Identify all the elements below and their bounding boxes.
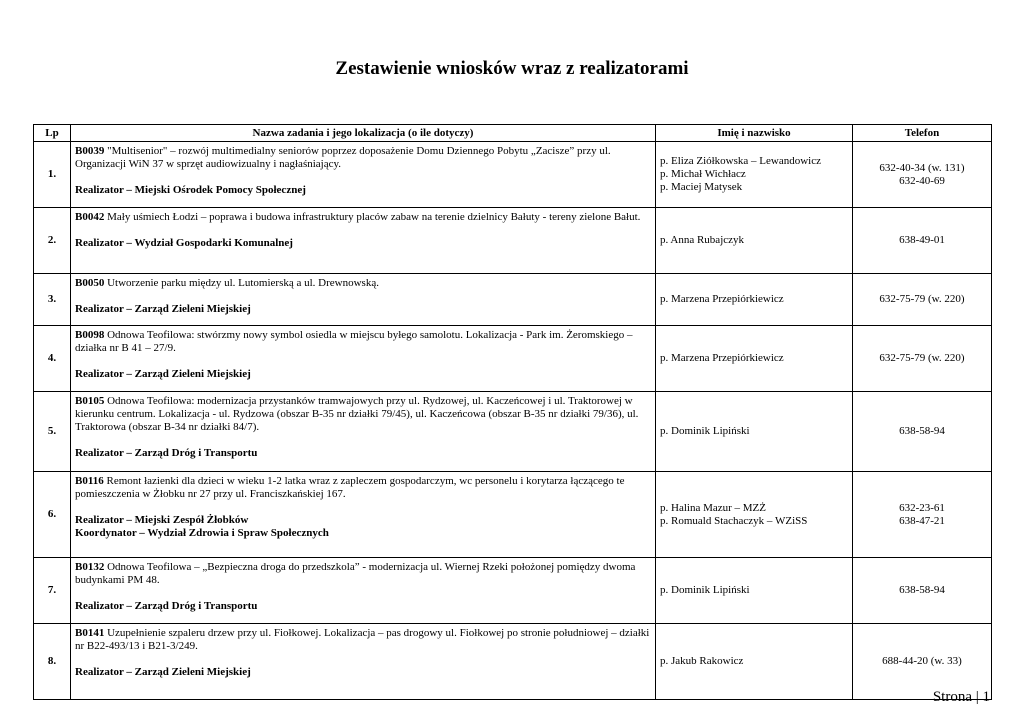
phone-number: 632-23-61 — [899, 501, 945, 514]
row-number: 6. — [34, 472, 71, 558]
realizator: Realizator – Miejski Zespół Żłobków — [75, 514, 249, 526]
task-text: Odnowa Teofilowa – „Bezpieczna droga do przedszkola” - modernizacja ul. Wiernej Rzeki położonej pomiędzy dwoma budynkami PM 48. — [75, 561, 636, 586]
realizator: Realizator – Wydział Gospodarki Komunalnej — [75, 237, 293, 249]
header-task: Nazwa zadania i jego lokalizacja (o ile dotyczy) — [71, 125, 656, 142]
contact-person: p. Anna Rubajczyk — [660, 234, 745, 246]
person-cell — [656, 558, 853, 624]
contact-person: p. Marzena Przepiórkiewicz — [660, 293, 784, 305]
row-number: 8. — [34, 624, 71, 700]
phone-number: 632-75-79 (w. 220) — [879, 352, 965, 364]
task-text: "Multisenior" – rozwój multimedialny seniorów poprzez doposażenie Domu Dziennego Pobytu „Zacisze” przy ul. Organizacji WiN 37 w sprzęt audiowizualny i nagłaśniający. — [75, 145, 611, 170]
phone-cell — [853, 326, 992, 392]
applications-table — [33, 124, 992, 700]
realizator: Realizator – Zarząd Zieleni Miejskiej — [75, 368, 251, 380]
application-code: B0105 — [75, 395, 105, 407]
phone-cell — [853, 558, 992, 624]
task-text: Remont łazienki dla dzieci w wieku 1-2 latka wraz z zapleczem gospodarczym, wc personelu i korytarza łączącego te pomieszczenia w Żłobku nr 27 przy ul. Franciszkańskiej 167. — [75, 475, 625, 500]
application-code: B0141 — [75, 627, 105, 639]
page-footer: Strona | 1 — [932, 689, 990, 705]
phone-cell — [853, 274, 992, 326]
application-code: B0132 — [75, 561, 105, 573]
application-code: B0098 — [75, 329, 105, 341]
task-description — [75, 329, 651, 355]
header-person: Imię i nazwisko — [656, 125, 853, 142]
table-row — [34, 558, 992, 624]
realizator: Realizator – Zarząd Zieleni Miejskiej — [75, 303, 251, 315]
phone-number: 632-40-69 — [899, 174, 945, 187]
task-cell — [71, 142, 656, 208]
task-cell — [71, 208, 656, 274]
table-row — [34, 624, 992, 700]
table-row — [34, 142, 992, 208]
task-cell — [71, 624, 656, 700]
task-description — [75, 627, 651, 653]
application-code: B0042 — [75, 211, 105, 223]
phone-number: 632-75-79 (w. 220) — [879, 293, 965, 305]
phone-number: 638-58-94 — [899, 584, 945, 596]
task-description — [75, 211, 651, 224]
table-row — [34, 392, 992, 472]
row-number: 5. — [34, 392, 71, 472]
contact-person: p. Halina Mazur – MZŻ — [660, 501, 766, 514]
person-cell — [656, 142, 853, 208]
task-description — [75, 145, 651, 171]
application-code: B0116 — [75, 475, 104, 487]
person-cell — [656, 392, 853, 472]
person-cell — [656, 274, 853, 326]
person-cell — [656, 326, 853, 392]
row-number: 3. — [34, 274, 71, 326]
phone-cell — [853, 208, 992, 274]
phone-number: 638-47-21 — [899, 514, 945, 527]
row-number: 2. — [34, 208, 71, 274]
row-number: 4. — [34, 326, 71, 392]
phone-number: 638-58-94 — [899, 425, 945, 437]
contact-person: p. Romuald Stachaczyk – WZiSS — [660, 514, 808, 527]
coordinator: Koordynator – Wydział Zdrowia i Spraw Społecznych — [75, 527, 329, 539]
row-number: 1. — [34, 142, 71, 208]
task-description — [75, 561, 651, 587]
table-row — [34, 274, 992, 326]
phone-number: 632-40-34 (w. 131) — [879, 161, 965, 174]
contact-person: p. Eliza Ziółkowska – Lewandowicz — [660, 155, 821, 167]
task-cell — [71, 326, 656, 392]
realizator: Realizator – Zarząd Zieleni Miejskiej — [75, 666, 251, 678]
task-text: Mały uśmiech Łodzi – poprawa i budowa infrastruktury placów zabaw na terenie dzielnicy Bałuty - tereny zielone Bałut. — [104, 211, 641, 223]
page-title: Zestawienie wniosków wraz z realizatorami — [335, 58, 689, 79]
contact-person: p. Dominik Lipiński — [660, 425, 750, 437]
task-cell — [71, 472, 656, 558]
header-lp: Lp — [34, 125, 71, 142]
task-text: Odnowa Teofilowa: modernizacja przystanków tramwajowych przy ul. Rydzowej, ul. Kaczeńcowej i ul. Traktorowej w kierunku centrum. Lokalizacja - ul. Rydzowa (obszar B-35 nr działki 79/45), ul. Kaczeńcowa (obszar B-35 nr działki 79/36), ul. Traktorowa (obszar B-34 nr działki 84/7). — [75, 395, 639, 433]
header-phone: Telefon — [853, 125, 992, 142]
contact-person: p. Marzena Przepiórkiewicz — [660, 352, 784, 364]
phone-number: 688-44-20 (w. 33) — [882, 655, 962, 667]
task-cell — [71, 558, 656, 624]
table-row — [34, 472, 992, 558]
table-row — [34, 326, 992, 392]
task-description — [75, 395, 651, 434]
task-description — [75, 475, 651, 501]
phone-number: 638-49-01 — [899, 234, 945, 246]
contact-person: p. Maciej Matysek — [660, 181, 743, 193]
contact-person: p. Jakub Rakowicz — [660, 655, 744, 667]
phone-cell — [853, 142, 992, 208]
realizator: Realizator – Zarząd Dróg i Transportu — [75, 447, 258, 459]
task-cell — [71, 392, 656, 472]
realizator: Realizator – Zarząd Dróg i Transportu — [75, 600, 258, 612]
person-cell — [656, 208, 853, 274]
task-text: Uzupełnienie szpaleru drzew przy ul. Fiołkowej. Lokalizacja – pas drogowy ul. Fiołkowej po stronie południowej – działki nr B22-493/13 i B21-3/249. — [75, 627, 650, 652]
phone-cell — [853, 392, 992, 472]
task-text: Utworzenie parku między ul. Lutomierską a ul. Drewnowską. — [104, 277, 379, 289]
table-row — [34, 208, 992, 274]
row-number: 7. — [34, 558, 71, 624]
table-header-row — [34, 125, 992, 142]
task-description — [75, 277, 651, 290]
contact-person: p. Dominik Lipiński — [660, 584, 750, 596]
person-cell — [656, 624, 853, 700]
application-code: B0039 — [75, 145, 105, 157]
person-cell — [656, 472, 853, 558]
contact-person: p. Michał Wichłacz — [660, 168, 746, 180]
application-code: B0050 — [75, 277, 105, 289]
phone-cell — [853, 472, 992, 558]
realizator: Realizator – Miejski Ośrodek Pomocy Społecznej — [75, 184, 306, 196]
task-cell — [71, 274, 656, 326]
task-text: Odnowa Teofilowa: stwórzmy nowy symbol osiedla w miejscu byłego samolotu. Lokalizacja - Park im. Żeromskiego – działka nr B 41 – 27/9. — [75, 329, 633, 354]
